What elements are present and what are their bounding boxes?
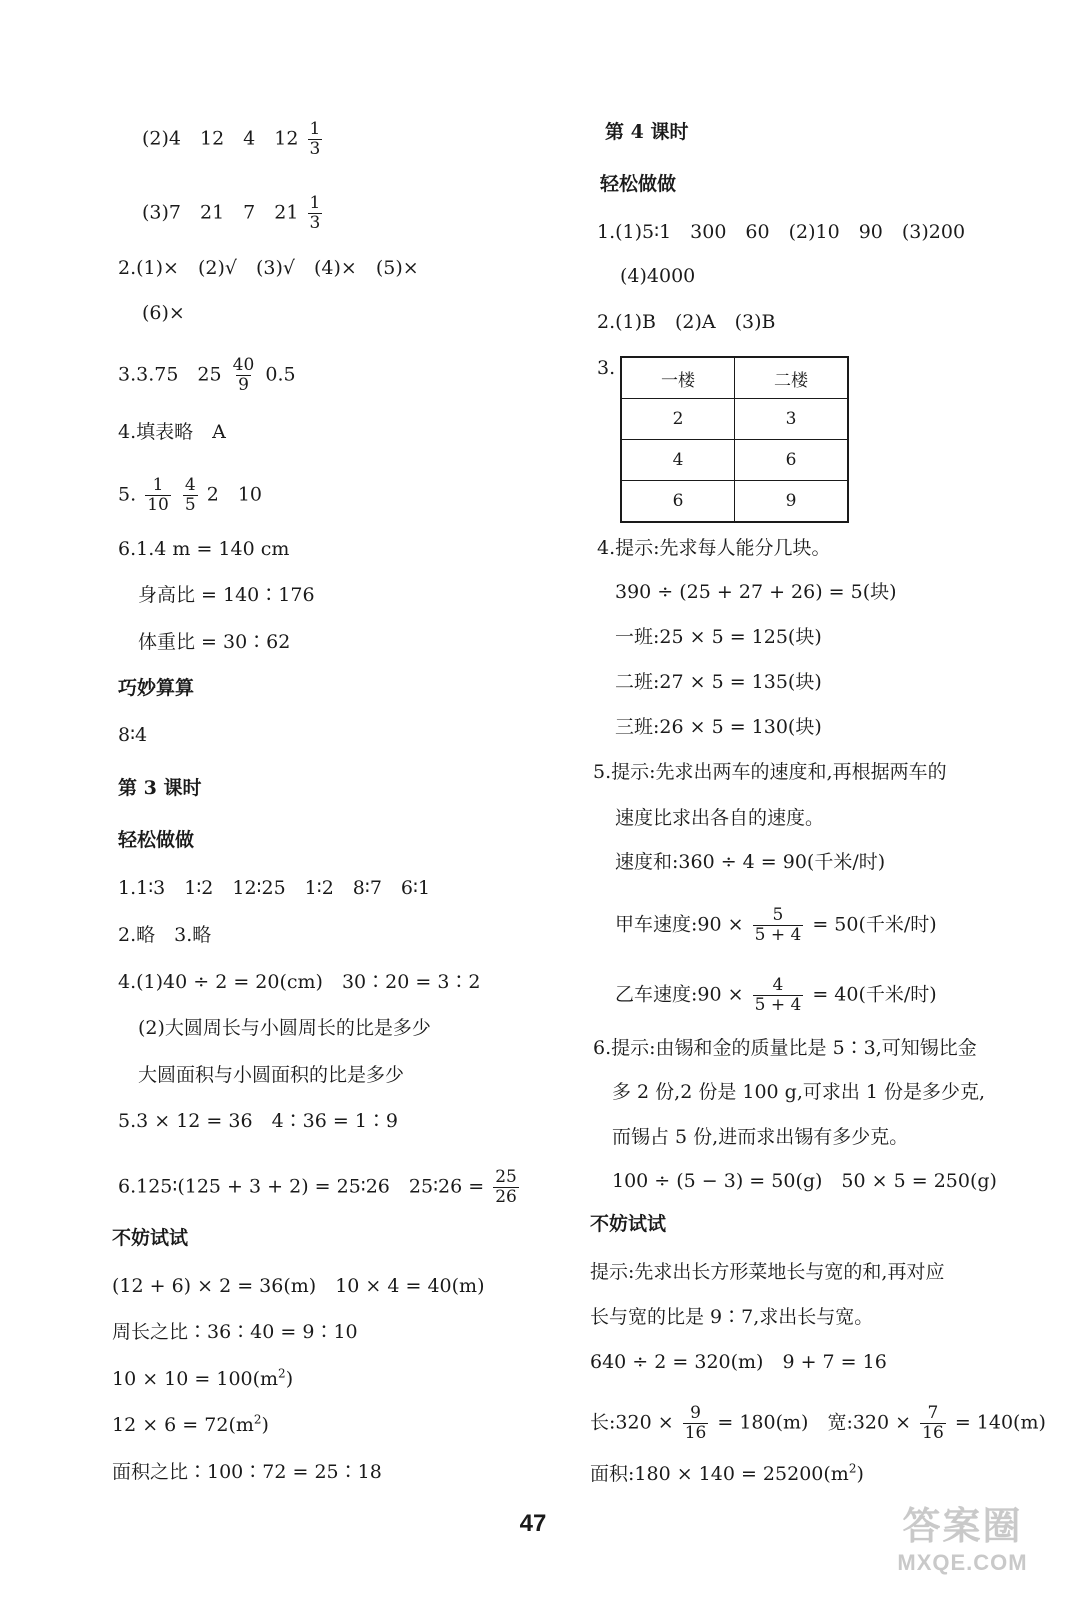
lesson-heading: 第 3 课时 bbox=[118, 777, 202, 799]
fraction-numerator: 1 bbox=[152, 475, 164, 495]
answer-line: (12 + 6) × 2 = 36(m) 10 × 4 = 40(m) bbox=[112, 1275, 485, 1297]
answer-line: 多 2 份,2 份是 100 g,可求出 1 份是多少克, bbox=[612, 1081, 986, 1103]
answer-line: 而锡占 5 份,进而求出锡有多少克。 bbox=[612, 1126, 909, 1148]
answer-line: 4.提示:先求每人能分几块。 bbox=[597, 537, 831, 559]
watermark-logo bbox=[870, 1495, 1055, 1595]
answer-line: 一班:25 × 5 = 125(块) bbox=[615, 626, 822, 648]
answer-line: 6.1.4 m = 140 cm bbox=[118, 538, 290, 560]
table-cell: 6 bbox=[735, 440, 849, 481]
table-row bbox=[621, 440, 848, 481]
answer-text: 5. bbox=[118, 483, 137, 506]
answer-line: 2.(1)× (2)√ (3)√ (4)× (5)× bbox=[118, 257, 419, 279]
answer-text: = 40(千米/时) bbox=[812, 983, 937, 1006]
fraction-denominator: 5 + 4 bbox=[754, 925, 802, 945]
fraction bbox=[753, 906, 804, 945]
answer-line: 2.(1)B (2)A (3)B bbox=[597, 311, 776, 333]
fraction bbox=[683, 1404, 709, 1443]
answer-line bbox=[112, 1367, 293, 1391]
answer-text: 12 × 6 = 72(m bbox=[112, 1414, 254, 1436]
fraction-numerator: 4 bbox=[772, 975, 784, 995]
answer-line: 周长之比∶36∶40 = 9∶10 bbox=[112, 1321, 358, 1343]
answer-text: 2 10 bbox=[206, 483, 263, 506]
table-row bbox=[621, 399, 848, 440]
table-cell: 4 bbox=[621, 440, 735, 481]
answer-line: 6.提示:由锡和金的质量比是 5∶3,可知锡比金 bbox=[593, 1037, 977, 1059]
fraction-numerator: 7 bbox=[927, 1403, 939, 1423]
answer-line bbox=[118, 476, 262, 515]
section-heading: 不妨试试 bbox=[112, 1227, 189, 1249]
fraction-denominator: 16 bbox=[684, 1423, 707, 1443]
answer-text: ) bbox=[856, 1463, 864, 1485]
answer-text: 面积:180 × 140 = 25200(m bbox=[590, 1463, 849, 1485]
watermark-site-text: MXQE.COM bbox=[897, 1550, 1028, 1575]
fraction-numerator: 9 bbox=[690, 1403, 701, 1423]
watermark-logo-text: 答案圈 bbox=[902, 1506, 1023, 1548]
fraction bbox=[920, 1404, 946, 1443]
table-header-cell: 二楼 bbox=[735, 357, 849, 399]
answer-line bbox=[590, 1462, 864, 1486]
section-heading: 巧妙算算 bbox=[118, 677, 195, 699]
answer-line: 1.(1)5∶1 300 60 (2)10 90 (3)200 bbox=[597, 221, 966, 243]
answer-line: 三班:26 × 5 = 130(块) bbox=[615, 716, 822, 738]
answer-text: = 50(千米/时) bbox=[812, 913, 937, 936]
fraction-denominator: 5 + 4 bbox=[754, 995, 802, 1015]
answer-text: 乙车速度:90 × bbox=[615, 983, 744, 1006]
table-cell: 3 bbox=[735, 399, 849, 440]
answer-line: 5.提示:先求出两车的速度和,再根据两车的 bbox=[593, 761, 947, 783]
fraction-numerator: 1 bbox=[309, 193, 321, 213]
table-cell: 6 bbox=[621, 481, 735, 523]
answer-text: 6.125∶(125 + 3 + 2) = 25∶26 25∶26 = bbox=[118, 1175, 485, 1198]
answer-line: 体重比 = 30∶62 bbox=[138, 631, 291, 653]
answer-line bbox=[112, 1413, 269, 1437]
answer-line: 390 ÷ (25 + 27 + 26) = 5(块) bbox=[615, 581, 897, 603]
answer-text: (2)4 12 4 12 bbox=[142, 127, 299, 150]
fraction-denominator: 3 bbox=[309, 213, 321, 233]
answer-line: 大圆面积与小圆面积的比是多少 bbox=[138, 1064, 405, 1086]
table-row bbox=[621, 481, 848, 523]
fraction-denominator: 10 bbox=[147, 495, 169, 515]
fraction bbox=[753, 976, 804, 1015]
fraction-numerator: 5 bbox=[772, 905, 784, 925]
answer-text: 3.3.75 25 bbox=[118, 363, 222, 386]
fraction bbox=[145, 476, 171, 515]
fraction-denominator: 3 bbox=[309, 139, 321, 159]
answer-line: 提示:先求出长方形菜地长与宽的和,再对应 bbox=[590, 1261, 945, 1283]
answer-text: 0.5 bbox=[265, 363, 296, 386]
fraction-numerator: 25 bbox=[495, 1167, 517, 1187]
answer-line: 4.填表略 A bbox=[118, 421, 226, 443]
answer-line: 2.略 3.略 bbox=[118, 924, 212, 946]
section-heading: 不妨试试 bbox=[590, 1213, 667, 1235]
superscript: 2 bbox=[848, 1461, 857, 1476]
answer-line: 1.1∶3 1∶2 12∶25 1∶2 8∶7 6∶1 bbox=[118, 877, 431, 899]
answer-text: = 180(m) 宽:320 × bbox=[717, 1411, 912, 1434]
answer-line: 二班:27 × 5 = 135(块) bbox=[615, 671, 822, 693]
fraction bbox=[183, 476, 198, 515]
floor-table bbox=[620, 356, 849, 523]
answer-line: 速度比求出各自的速度。 bbox=[615, 807, 825, 829]
page-number: 47 bbox=[519, 1510, 547, 1537]
answer-line: 100 ÷ (5 − 3) = 50(g) 50 × 5 = 250(g) bbox=[612, 1170, 997, 1192]
answer-text: = 140(m) bbox=[954, 1411, 1046, 1434]
superscript: 2 bbox=[278, 1366, 286, 1381]
answer-line: 3. bbox=[597, 357, 616, 379]
answer-line: 640 ÷ 2 = 320(m) 9 + 7 = 16 bbox=[590, 1351, 887, 1373]
answer-text: 10 × 10 = 100(m bbox=[112, 1368, 279, 1390]
answer-line bbox=[142, 120, 325, 159]
superscript: 2 bbox=[253, 1412, 262, 1427]
fraction-numerator: 4 bbox=[184, 475, 196, 495]
answer-line: 5.3 × 12 = 36 4∶36 = 1∶9 bbox=[118, 1110, 399, 1132]
table-cell: 9 bbox=[735, 481, 849, 523]
answer-text: 长:320 × bbox=[590, 1411, 674, 1434]
answer-line bbox=[118, 356, 296, 395]
fraction bbox=[308, 194, 323, 233]
answer-line: 8∶4 bbox=[118, 724, 148, 746]
answer-text: 甲车速度:90 × bbox=[615, 913, 744, 936]
fraction bbox=[231, 356, 257, 395]
answer-line bbox=[118, 1168, 522, 1207]
section-heading: 轻松做做 bbox=[600, 173, 677, 195]
fraction bbox=[493, 1168, 519, 1207]
answer-line: 速度和:360 ÷ 4 = 90(千米/时) bbox=[615, 851, 886, 873]
fraction-denominator: 5 bbox=[184, 495, 196, 515]
fraction-denominator: 26 bbox=[495, 1187, 517, 1207]
answer-line: 身高比 = 140∶176 bbox=[138, 584, 315, 606]
answer-line: (4)4000 bbox=[620, 265, 696, 287]
answer-line: 长与宽的比是 9∶7,求出长与宽。 bbox=[590, 1306, 874, 1328]
table-header-row bbox=[621, 357, 848, 399]
answer-line bbox=[615, 976, 937, 1015]
answer-line: (6)× bbox=[142, 302, 185, 324]
answer-line: 面积之比∶100∶72 = 25∶18 bbox=[112, 1461, 382, 1483]
table-cell: 2 bbox=[621, 399, 735, 440]
answer-line bbox=[615, 906, 937, 945]
answer-line bbox=[590, 1404, 1046, 1443]
answer-line bbox=[142, 194, 325, 233]
lesson-heading: 第 4 课时 bbox=[605, 121, 689, 143]
answer-text: ) bbox=[261, 1414, 269, 1436]
table-header-cell: 一楼 bbox=[621, 357, 735, 399]
fraction-denominator: 9 bbox=[238, 375, 249, 395]
section-heading: 轻松做做 bbox=[118, 829, 195, 851]
answer-line: 4.(1)40 ÷ 2 = 20(cm) 30∶20 = 3∶2 bbox=[118, 971, 481, 993]
answer-text: (3)7 21 7 21 bbox=[142, 201, 299, 224]
answer-line: (2)大圆周长与小圆周长的比是多少 bbox=[138, 1017, 431, 1039]
fraction bbox=[308, 120, 323, 159]
fraction-numerator: 40 bbox=[232, 355, 255, 375]
fraction-numerator: 1 bbox=[309, 119, 321, 139]
answer-text: ) bbox=[285, 1368, 294, 1390]
fraction-denominator: 16 bbox=[922, 1423, 944, 1443]
